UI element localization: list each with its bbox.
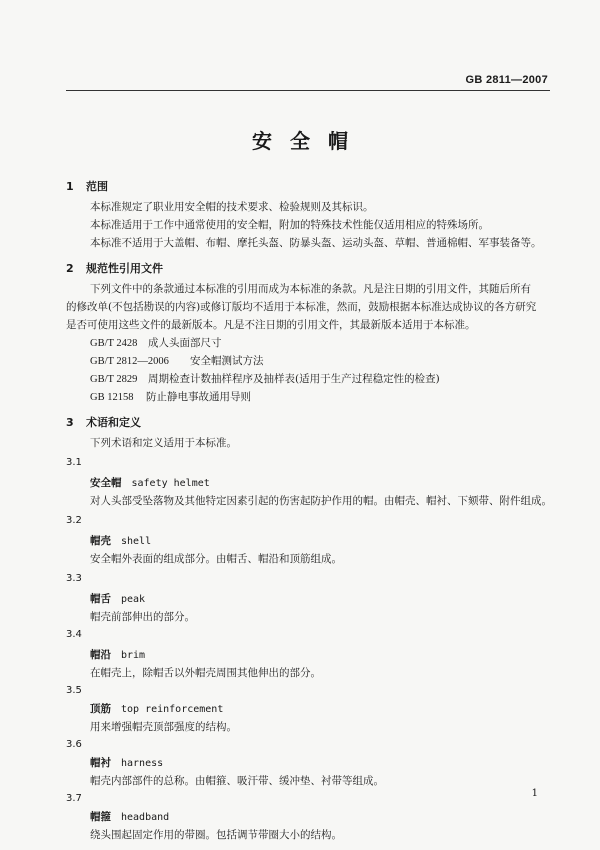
- clause-number: 3.6: [66, 739, 82, 750]
- term-definition: 在帽壳上，除帽舌以外帽壳周围其他伸出的部分。: [90, 667, 321, 679]
- paragraph: 本标准适用于工作中通常使用的安全帽，附加的特殊技术性能仅适用相应的特殊场所。: [90, 219, 489, 231]
- term-chinese: 帽壳: [90, 535, 111, 547]
- term-definition: 用来增强帽壳顶部强度的结构。: [90, 721, 237, 733]
- reference-title: 安全帽测试方法: [190, 355, 264, 367]
- term-english: safety helmet: [131, 478, 210, 489]
- header-rule: [66, 90, 550, 91]
- reference-title: 防止静电事故通用导则: [146, 391, 251, 403]
- document-title: 安全帽: [252, 129, 366, 153]
- clause-number: 3.5: [66, 685, 82, 696]
- reference-item: [90, 390, 251, 405]
- standard-code: GB 2811—2007: [465, 74, 548, 86]
- paragraph: 下列文件中的条款通过本标准的引用而成为本标准的条款。凡是注日期的引用文件，其随后所有: [90, 283, 531, 295]
- term-chinese: 帽舌: [90, 593, 111, 605]
- term-chinese: 安全帽: [90, 477, 122, 489]
- term-definition: 帽壳前部伸出的部分。: [90, 611, 195, 623]
- section-number: 1: [66, 180, 74, 193]
- paragraph: 本标准不适用于大盖帽、布帽、摩托头盔、防暴头盔、运动头盔、草帽、普通棉帽、军事装备等。: [90, 237, 542, 249]
- term-definition: 对人头部受坠落物及其他特定因素引起的伤害起防护作用的帽。由帽壳、帽衬、下颏带、附件组成。: [90, 495, 552, 507]
- reference-title: 成人头面部尺寸: [148, 337, 222, 349]
- term-heading: [90, 756, 163, 771]
- term-heading: [90, 592, 145, 607]
- term-definition: 安全帽外表面的组成部分。由帽舌、帽沿和顶筋组成。: [90, 553, 342, 565]
- reference-item: [90, 336, 222, 351]
- reference-code: GB/T 2812—2006: [90, 356, 169, 367]
- term-heading: [90, 702, 223, 717]
- term-heading: [90, 648, 145, 663]
- section-3-heading: [66, 416, 141, 430]
- reference-title: 周期检查计数抽样程序及抽样表(适用于生产过程稳定性的检查): [148, 373, 440, 385]
- term-english: brim: [121, 650, 146, 661]
- term-english: harness: [121, 758, 164, 769]
- section-2-heading: [66, 262, 163, 276]
- reference-item: [90, 372, 440, 387]
- term-chinese: 帽沿: [90, 649, 111, 661]
- clause-number: 3.7: [66, 793, 82, 804]
- reference-code: GB/T 2428: [90, 338, 138, 349]
- term-english: peak: [121, 594, 146, 605]
- term-english: shell: [121, 536, 152, 547]
- clause-number: 3.4: [66, 629, 82, 640]
- clause-number: 3.1: [66, 457, 82, 468]
- term-heading: [90, 476, 210, 491]
- section-title: 术语和定义: [86, 416, 141, 429]
- term-definition: 帽壳内部部件的总称。由帽箍、吸汗带、缓冲垫、衬带等组成。: [90, 775, 384, 787]
- paragraph: 下列术语和定义适用于本标准。: [90, 437, 237, 449]
- term-english: top reinforcement: [121, 704, 224, 715]
- term-heading: [90, 810, 169, 825]
- clause-number: 3.2: [66, 515, 82, 526]
- term-heading: [90, 534, 151, 549]
- paragraph: 是否可使用这些文件的最新版本。凡是不注日期的引用文件，其最新版本适用于本标准。: [66, 319, 476, 331]
- term-chinese: 帽箍: [90, 811, 111, 823]
- term-chinese: 帽衬: [90, 757, 111, 769]
- term-chinese: 顶筋: [90, 703, 111, 715]
- term-definition: 绕头围起固定作用的带圈。包括调节带圈大小的结构。: [90, 829, 342, 841]
- section-1-heading: [66, 180, 108, 194]
- paragraph: 本标准规定了职业用安全帽的技术要求、检验规则及其标识。: [90, 201, 374, 213]
- reference-code: GB 12158: [90, 392, 134, 403]
- term-english: headband: [121, 812, 170, 823]
- section-number: 2: [66, 262, 74, 275]
- reference-item: [90, 354, 264, 369]
- section-title: 范围: [86, 180, 108, 193]
- paragraph: 的修改单(不包括勘误的内容)或修订版均不适用于本标准，然而，鼓励根据本标准达成协议的各方研究: [66, 301, 537, 313]
- section-title: 规范性引用文件: [86, 262, 163, 275]
- page-number: 1: [531, 788, 538, 799]
- section-number: 3: [66, 416, 74, 429]
- clause-number: 3.3: [66, 573, 82, 584]
- reference-code: GB/T 2829: [90, 374, 138, 385]
